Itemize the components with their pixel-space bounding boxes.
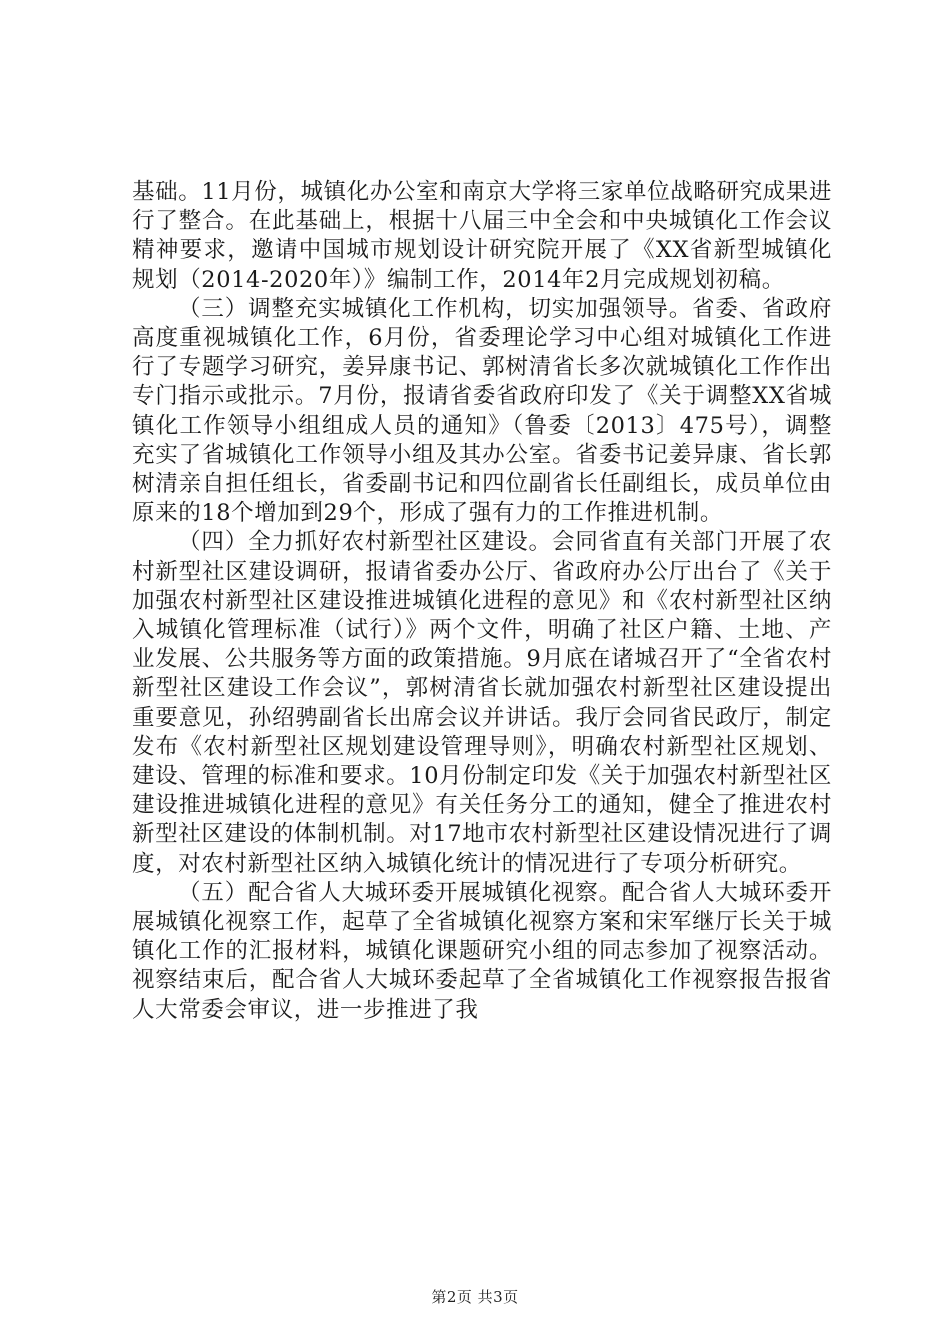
paragraph-section-four: （四）全力抓好农村新型社区建设。会同省直有关部门开展了农村新型社区建设调研，报请省委办公厅、省政府办公厅出台了《关于加强农村新型社区建设推进城镇化进程的意见》和《农村新型社区纳入城镇化管理标准（试行）》两个文件，明确了社区户籍、土地、产业发展、公共服务等方面的政策措施。9月底在诸城召开了“全省农村新型社区建设工作会议”，郭树清省长就加强农村新型社区建设提出重要意见，孙绍骋副省长出席会议并讲话。我厅会同省民政厅，制定发布《农村新型社区规划建设管理导则》，明确农村新型社区规划、建设、管理的标准和要求。10月份制定印发《关于加强农村新型社区建设推进城镇化进程的意见》有关任务分工的通知，健全了推进农村新型社区建设的体制机制。对17地市农村新型社区建设情况进行了调度，对农村新型社区纳入城镇化统计的情况进行了专项分析研究。 bbox=[132, 529, 832, 877]
page-number-label: 第2页 共3页 bbox=[431, 1288, 519, 1306]
page-footer bbox=[0, 1287, 950, 1307]
paragraph-continued-intro: 基础。11月份，城镇化办公室和南京大学将三家单位战略研究成果进行了整合。在此基础上，根据十八届三中全会和中央城镇化工作会议精神要求，邀请中国城市规划设计研究院开展了《XX省新型城镇化规划（2014-2020年）》编制工作，2014年2月完成规划初稿。 bbox=[132, 179, 832, 293]
paragraph-section-five: （五）配合省人大城环委开展城镇化视察。配合省人大城环委开展城镇化视察工作，起草了全省城镇化视察方案和宋军继厅长关于城镇化工作的汇报材料，城镇化课题研究小组的同志参加了视察活动。视察结束后，配合省人大城环委起草了全省城镇化工作视察报告报省人大常委会审议，进一步推进了我 bbox=[132, 879, 832, 1023]
document-body bbox=[132, 178, 832, 1025]
paragraph-section-three: （三）调整充实城镇化工作机构，切实加强领导。省委、省政府高度重视城镇化工作，6月份，省委理论学习中心组对城镇化工作进行了专题学习研究，姜异康书记、郭树清省长多次就城镇化工作作出专门指示或批示。7月份，报请省委省政府印发了《关于调整XX省城镇化工作领导小组组成人员的通知》（鲁委〔2013〕475号），调整充实了省城镇化工作领导小组及其办公室。省委书记姜异康、省长郭树清亲自担任组长，省委副书记和四位副省长任副组长，成员单位由原来的18个增加到29个，形成了强有力的工作推进机制。 bbox=[132, 295, 832, 527]
